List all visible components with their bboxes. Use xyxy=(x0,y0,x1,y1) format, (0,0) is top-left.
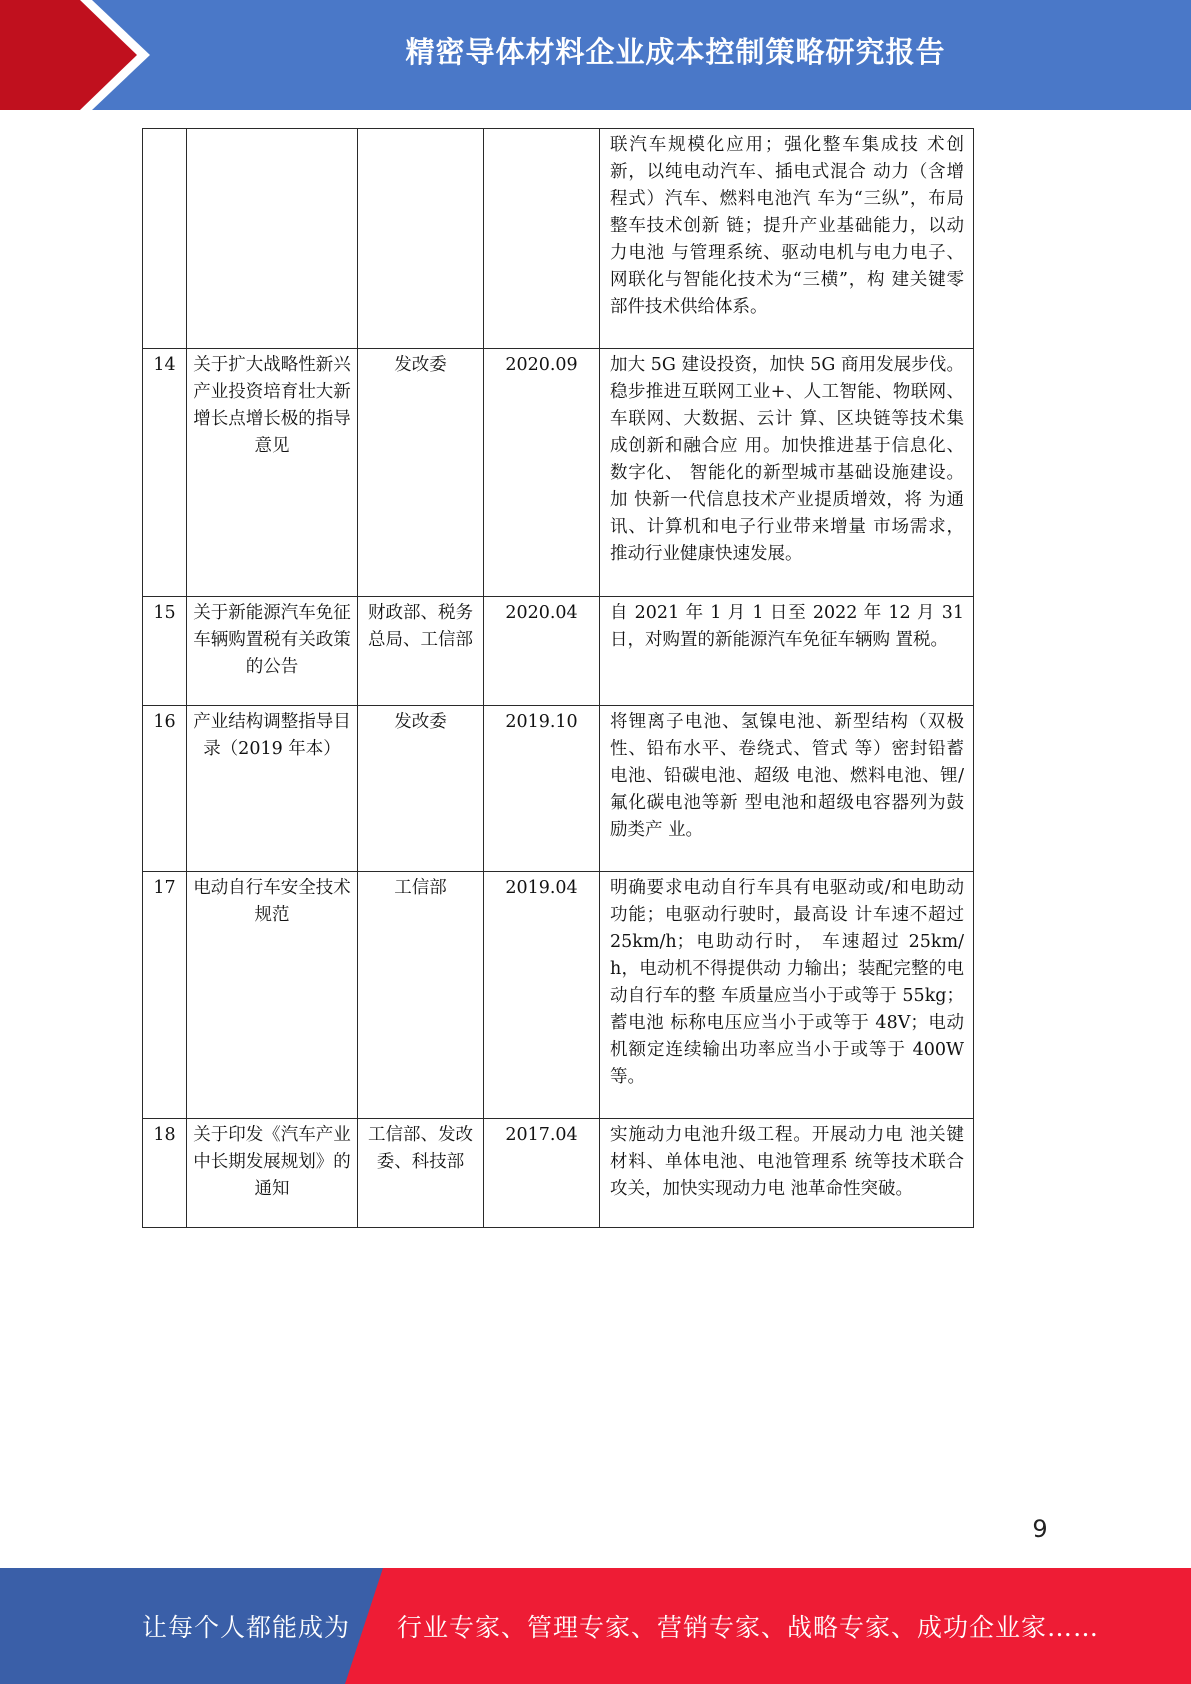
policy-name-cell: 电动自行车安全技术规范 xyxy=(187,872,358,1119)
policy-name-cell: 产业结构调整指导目录（2019 年本） xyxy=(187,706,358,872)
row-number-cell: 17 xyxy=(143,872,187,1119)
policy-content-cell: 加大 5G 建设投资，加快 5G 商用发展步伐。稳步推进互联网工业+、人工智能、物联网、车联网、大数据、云计 算、区块链等技术集成创新和融合应 用。加快推进基于信息化、数字化、 智能化的新型城市基础设施建设。加 快新一代信息技术产业提质增效，将 为通讯、计算机和电子行业带来增量 市场需求，推动行业健康快速发展。 xyxy=(600,349,974,597)
issuing-department-cell: 工信部、发改委、科技部 xyxy=(358,1119,484,1228)
table-row xyxy=(143,129,974,349)
policy-name-cell: 关于新能源汽车免征车辆购置税有关政策的公告 xyxy=(187,597,358,706)
policy-content-cell: 实施动力电池升级工程。开展动力电 池关键材料、单体电池、电池管理系 统等技术联合攻关，加快实现动力电 池革命性突破。 xyxy=(600,1119,974,1228)
issuing-department-cell xyxy=(358,129,484,349)
policy-table xyxy=(142,128,974,1228)
policy-name-cell xyxy=(187,129,358,349)
policy-content-cell: 将锂离子电池、氢镍电池、新型结构（双极性、铅布水平、卷绕式、管式 等）密封铅蓄电池、铅碳电池、超级 电池、燃料电池、锂/氟化碳电池等新 型电池和超级电容器列为鼓励类产 业。 xyxy=(600,706,974,872)
footer-slogan-roles: 行业专家、管理专家、营销专家、战略专家、成功企业家…… xyxy=(397,1613,1100,1642)
row-number-cell xyxy=(143,129,187,349)
row-number-cell: 15 xyxy=(143,597,187,706)
issuing-department-cell: 工信部 xyxy=(358,872,484,1119)
policy-content-cell: 明确要求电动自行车具有电驱动或/和电助动功能；电驱动行驶时，最高设 计车速不超过 25km/h；电助动行时， 车速超过 25km/h，电动机不得提供动 力输出；装配完整的电动自行车的整 车质量应当小于或等于 55kg；蓄电池 标称电压应当小于或等于 48V；电动 机额定连续输出功率应当小于或等于 400W 等。 xyxy=(600,872,974,1119)
policy-name-cell: 关于扩大战略性新兴产业投资培育壮大新增长点增长极的指导意见 xyxy=(187,349,358,597)
issuing-department-cell: 财政部、税务总局、工信部 xyxy=(358,597,484,706)
issue-date-cell xyxy=(484,129,600,349)
footer-slogan-lead: 让每个人都能成为 xyxy=(142,1613,351,1642)
issue-date-cell: 2020.09 xyxy=(484,349,600,597)
issue-date-cell: 2020.04 xyxy=(484,597,600,706)
policy-content-cell: 联汽车规模化应用；强化整车集成技 术创新，以纯电动汽车、插电式混合 动力（含增程式）汽车、燃料电池汽 车为“三纵”，布局整车技术创新 链；提升产业基础能力，以动力电池 与管理系统、驱动电机与电力电子、 网联化与智能化技术为“三横”，构 建关键零部件技术供给体系。 xyxy=(600,129,974,349)
row-number-cell: 14 xyxy=(143,349,187,597)
table-row xyxy=(143,872,974,1119)
page-header xyxy=(0,0,1191,110)
issue-date-cell: 2019.04 xyxy=(484,872,600,1119)
issue-date-cell: 2019.10 xyxy=(484,706,600,872)
row-number-cell: 18 xyxy=(143,1119,187,1228)
table-row xyxy=(143,349,974,597)
issuing-department-cell: 发改委 xyxy=(358,349,484,597)
page-number: 9 xyxy=(1032,1515,1048,1543)
row-number-cell: 16 xyxy=(143,706,187,872)
table-row xyxy=(143,597,974,706)
table-row xyxy=(143,706,974,872)
report-title: 精密导体材料企业成本控制策略研究报告 xyxy=(405,34,946,69)
policy-name-cell: 关于印发《汽车产业中长期发展规划》的通知 xyxy=(187,1119,358,1228)
table-row xyxy=(143,1119,974,1228)
page-footer xyxy=(0,1568,1191,1684)
header-chevron-decoration xyxy=(0,0,160,110)
policy-content-cell: 自 2021 年 1 月 1 日至 2022 年 12 月 31 日，对购置的新能源汽车免征车辆购 置税。 xyxy=(600,597,974,706)
issuing-department-cell: 发改委 xyxy=(358,706,484,872)
issue-date-cell: 2017.04 xyxy=(484,1119,600,1228)
